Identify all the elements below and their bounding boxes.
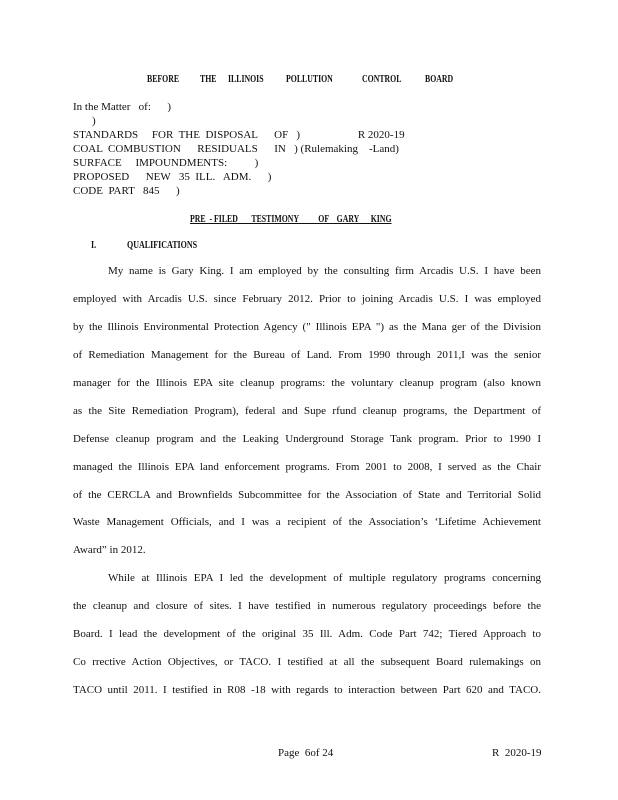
body-line: the cleanup and closure of sites. I have testified in numerous regulatory proceedings before the (73, 600, 541, 612)
body-line: by the Illinois Environmental Protection Agency (" Illinois EPA ") as the Mana ger of the Division (73, 321, 541, 333)
section-heading: QUALIFICATIONS (127, 240, 198, 251)
body-line: Waste Management Officials, and I was a recipient of the Association’s ‘Lifetime Achievement (73, 516, 541, 528)
body-line: of the CERCLA and Brownfields Subcommittee for the Association of State and Territorial Solid (73, 489, 541, 501)
body-line: Award” in 2012. (73, 544, 146, 556)
caption-line: PROPOSED NEW 35 ILL. ADM. ) (73, 171, 272, 183)
caption-line: In the Matter of: ) (73, 101, 172, 113)
header-word-the: THE (200, 74, 217, 85)
caption-line: ) (92, 115, 96, 127)
caption-line: SURFACE IMPOUNDMENTS: ) (73, 157, 259, 169)
caption-line: COAL COMBUSTION RESIDUALS IN ) (Rulemaking -Land) (73, 143, 399, 155)
body-line: While at Illinois EPA I led the development of multiple regulatory programs concerning (108, 572, 541, 584)
body-line: TACO until 2011. I testified in R08 -18 with regards to interaction between Part 620 and TACO. (73, 684, 541, 696)
caption-line: CODE PART 845 ) (73, 185, 180, 197)
body-line: of Remediation Management for the Bureau of Land. From 1990 through 2011,I was the senior (73, 349, 541, 361)
header-word-pollution: POLLUTION (286, 74, 333, 85)
body-line: employed with Arcadis U.S. since February 2012. Prior to joining Arcadis U.S. I was employed (73, 293, 541, 305)
header-word-control: CONTROL (362, 74, 402, 85)
header-word-board: BOARD (425, 74, 454, 85)
header-word-before: BEFORE (147, 74, 180, 85)
body-line: Board. I lead the development of the original 35 Ill. Adm. Code Part 742; Tiered Approach to (73, 628, 541, 640)
body-line: managed the Illinois EPA land enforcement programs. From 2001 to 2008, I served as the Chair (73, 461, 541, 473)
testimony-title: PRE - FILED TESTIMONY OF GARY KING (190, 214, 392, 225)
body-line: Co rrective Action Objectives, or TACO. I testified at all the subsequent Board rulemakings on (73, 656, 541, 668)
body-line: manager for the Illinois EPA site cleanup programs: the voluntary cleanup program (also known (73, 377, 541, 389)
body-line: as the Site Remediation Program), federal and Supe rfund cleanup programs, the Department of (73, 405, 541, 417)
body-line: Defense cleanup program and the Leaking Underground Storage Tank program. Prior to 1990 I (73, 433, 541, 445)
header-word-illinois: ILLINOIS (228, 74, 264, 85)
docket-number: R 2020-19 (492, 747, 542, 759)
page-number: Page 6of 24 (278, 747, 334, 759)
caption-line: STANDARDS FOR THE DISPOSAL OF ) R 2020-19 (73, 129, 405, 141)
body-line: My name is Gary King. I am employed by the consulting firm Arcadis U.S. I have been (108, 265, 541, 277)
section-number: I. (91, 240, 97, 251)
